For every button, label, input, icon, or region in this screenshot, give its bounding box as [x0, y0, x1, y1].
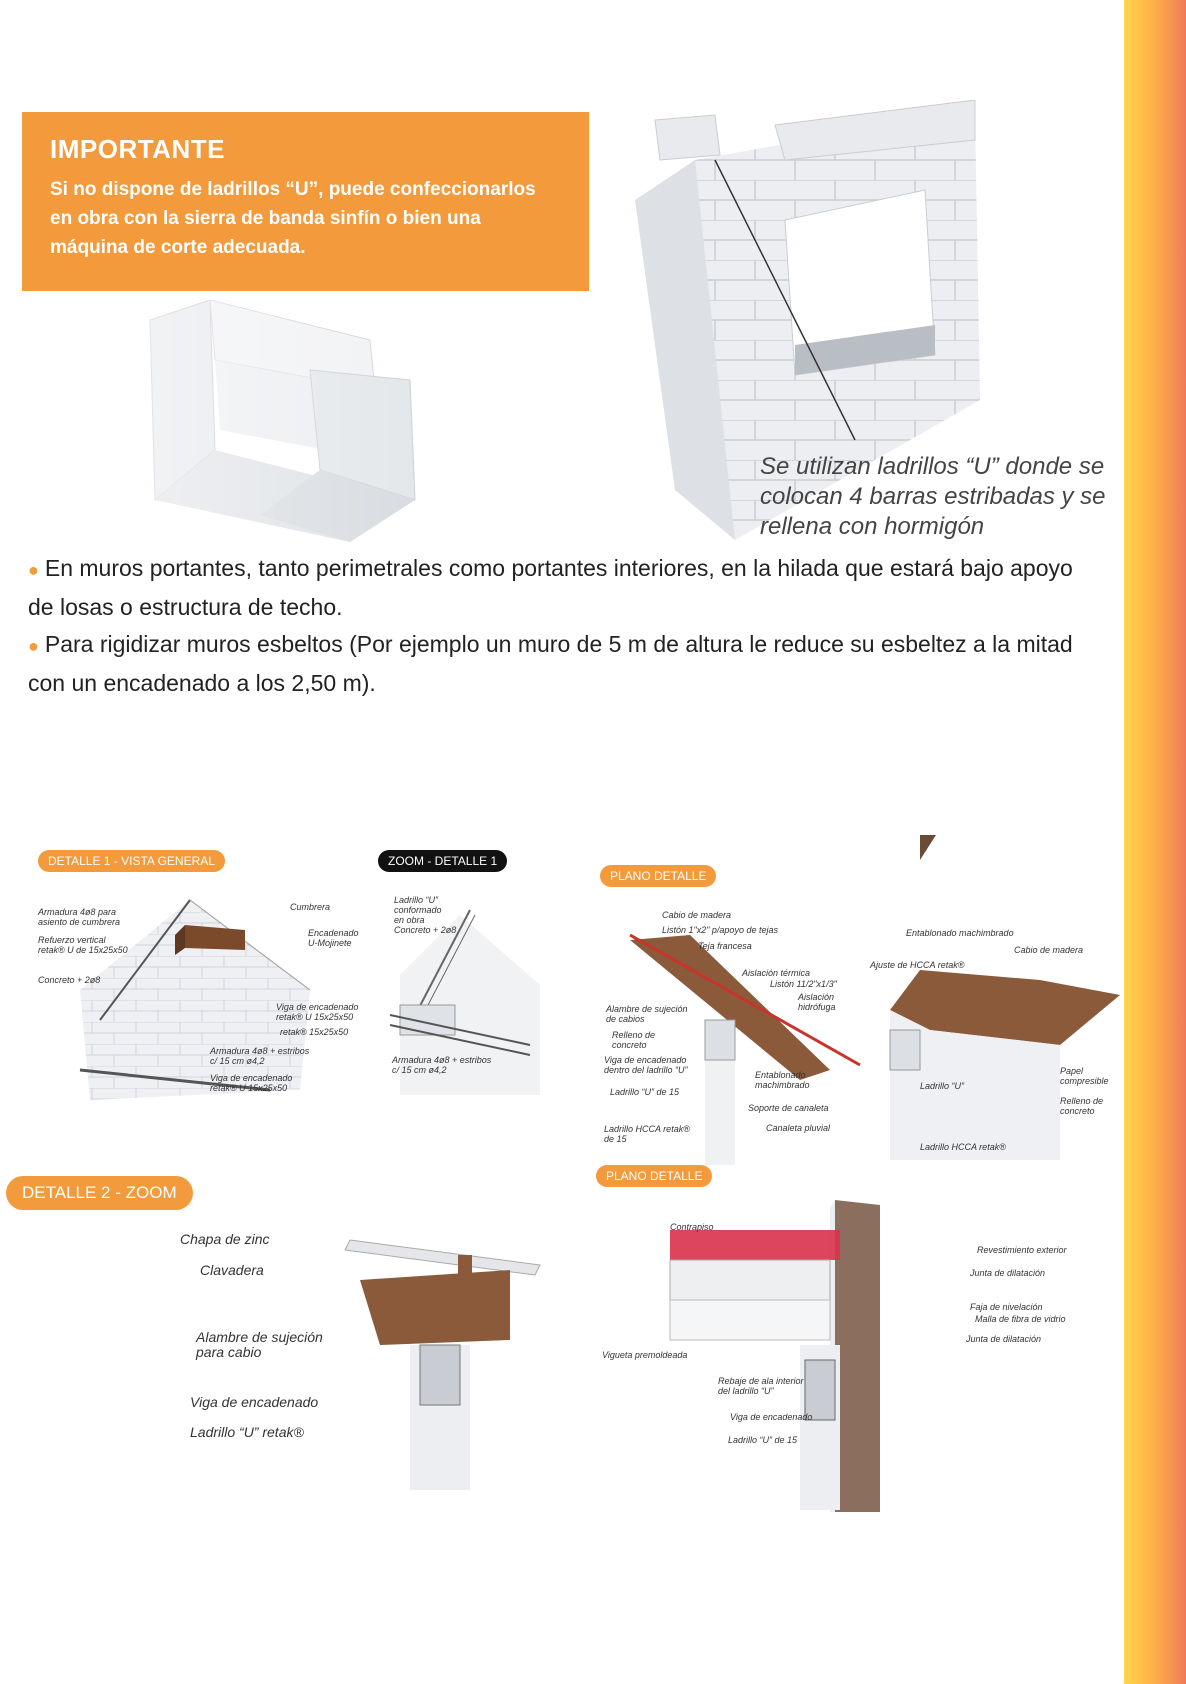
bullet-text: Para rigidizar muros esbeltos (Por ejemplo un muro de 5 m de altura le reduce su esbeltez a la mitad con un encadenado a los 2,50 m). [28, 631, 1073, 696]
label-armadura-estribos: Armadura 4ø8 + estribos c/ 15 cm ø4,2 [210, 1046, 310, 1066]
label-armadura-cumbrera: Armadura 4ø8 para asiento de cumbrera [38, 907, 121, 927]
label-entablonado: Entablonado machimbrado [755, 1070, 810, 1090]
label-aislacion-termica: Aislación térmica [742, 968, 811, 978]
label-cabio2: Cabio de madera [1014, 945, 1084, 955]
important-text: Si no dispone de ladrillos “U”, puede confeccionarlos en obra con la sierra de banda sinfín o bien una máquina de corte adecuada. [50, 179, 536, 258]
label-chapa: Chapa de zinc [180, 1231, 270, 1247]
label-teja: Teja francesa [698, 941, 752, 951]
label-aislacion-hidro: Aislación hidrófuga [798, 992, 836, 1012]
plano1-tag: PLANO DETALLE [600, 865, 716, 887]
bullet-item [28, 626, 1098, 702]
plano2-illustration [660, 1200, 980, 1512]
label-alambre: Alambre de sujeción de cabios [606, 1004, 688, 1024]
detail1-tag: DETALLE 1 - VISTA GENERAL [38, 850, 225, 872]
label-ladrillo-p2: Ladrillo “U” de 15 [728, 1435, 798, 1445]
label-viga: Viga de encadenado retak® U 15x25x50 [276, 1002, 359, 1022]
label-viga2: Viga de encadenado retak® U 15x25x50 [210, 1073, 293, 1093]
label-contrapiso: Contrapiso [670, 1222, 714, 1232]
label-armadura-zoom: Armadura 4ø8 + estribos c/ 15 cm ø4,2 [392, 1055, 492, 1075]
label-ajuste: Ajuste de HCCA retak® [870, 960, 965, 970]
label-vigueta: Vigueta premoldeada [602, 1350, 688, 1360]
bullet-icon: ● [28, 560, 39, 580]
label-junta2: Junta de dilatación [966, 1334, 1042, 1344]
label-liston: Listón 1"x2" p/apoyo de tejas [662, 925, 778, 935]
label-viga-encadenado: Viga de encadenado [190, 1394, 319, 1410]
u-brick-illustration [120, 300, 420, 542]
detail2-tag: DETALLE 2 - ZOOM [6, 1176, 193, 1210]
label-entablonado2: Entablonado machimbrado [906, 928, 1014, 938]
label-ladrillo-u: Ladrillo “U” conformado en obra Concreto + 2ø8 [394, 895, 457, 935]
label-ladrillo-retak: Ladrillo “U” retak® [190, 1424, 304, 1440]
label-cumbrera: Cumbrera [290, 902, 331, 912]
label-clavadera: Clavadera [200, 1262, 264, 1278]
label-viga-dentro: Viga de encadenado dentro del ladrillo “U” [604, 1055, 688, 1075]
label-canaleta: Canaleta pluvial [766, 1123, 831, 1133]
label-cabio: Cabio de madera [662, 910, 732, 920]
label-concreto: Concreto + 2ø8 [38, 975, 101, 985]
label-junta1: Junta de dilatación [970, 1268, 1046, 1278]
label-ladrillo-u2: Ladrillo “U” [920, 1081, 965, 1091]
label-refuerzo: Refuerzo vertical retak® U de 15x25x50 [38, 935, 128, 955]
label-relleno2: Relleno de concreto [1060, 1096, 1104, 1116]
detail2-illustration [340, 1230, 550, 1490]
label-malla: Malla de fibra de vidrio [975, 1314, 1066, 1324]
label-hcca: Ladrillo HCCA retak® de 15 [604, 1124, 690, 1144]
label-faja: Faja de nivelación [970, 1302, 1043, 1312]
important-callout [22, 112, 589, 291]
label-rebaje: Rebaje de ala interior del ladrillo “U” [718, 1376, 804, 1396]
label-soporte: Soporte de canaleta [748, 1103, 829, 1113]
bullet-icon: ● [28, 636, 39, 656]
zoom1-tag: ZOOM - DETALLE 1 [378, 850, 507, 872]
bullet-item [28, 550, 1098, 626]
plano1-illustration [600, 830, 1120, 1165]
label-alambre-cabio: Alambre de sujeción para cabio [196, 1329, 323, 1360]
label-encadenado: Encadenado U-Mojinete [308, 928, 359, 948]
plano2-tag: PLANO DETALLE [596, 1165, 712, 1187]
label-papel: Papel compresible [1060, 1066, 1109, 1086]
label-viga-p2: Viga de encadenado [730, 1412, 813, 1422]
decorative-edge-bar [1124, 0, 1186, 1684]
label-liston2: Listón 11/2"x1/3" [770, 979, 837, 989]
bullet-text: En muros portantes, tanto perimetrales como portantes interiores, en la hilada que estará bajo apoyo de losas o estructura de techo. [28, 555, 1073, 620]
label-retak: retak® 15x25x50 [280, 1027, 349, 1037]
important-title: IMPORTANTE [50, 134, 225, 164]
label-revestimiento: Revestimiento exterior [977, 1245, 1067, 1255]
bullet-list [28, 550, 1098, 702]
wall-caption: Se utilizan ladrillos “U” donde se colocan 4 barras estribadas y se rellena con hormigón [760, 453, 1106, 540]
label-relleno: Relleno de concreto [612, 1030, 656, 1050]
label-ladrillo15: Ladrillo “U” de 15 [610, 1087, 680, 1097]
label-hcca2: Ladrillo HCCA retak® [920, 1142, 1006, 1152]
